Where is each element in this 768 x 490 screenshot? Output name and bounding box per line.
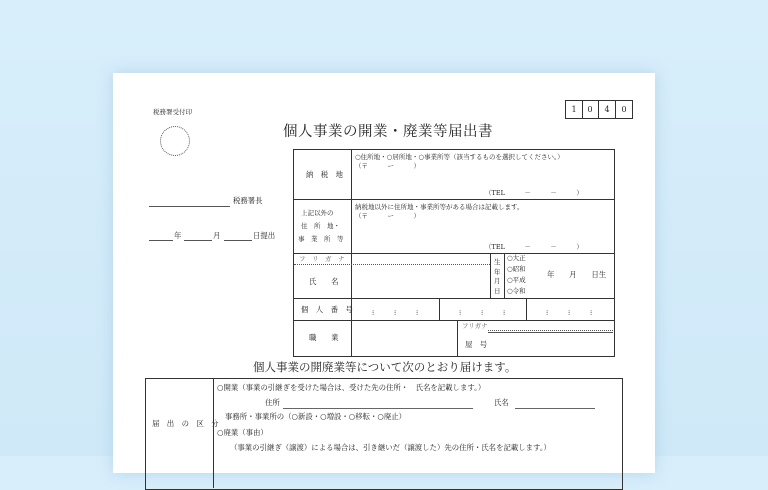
notice-text: 個人事業の開廃業等について次のとおり届けます。 [253,360,517,374]
date-day-blank[interactable] [224,240,252,241]
successor-name-blank[interactable] [515,408,595,409]
form-number-digit: 1 [565,100,583,119]
form-title: 個人事業の開業・廃業等届出書 [283,124,493,140]
era-option-reiwa[interactable]: ○令和 [507,287,526,295]
occupation-label: 職 業 [309,333,339,342]
closure-note: （事業の引継ぎ（譲渡）による場合は、引き継いだ（譲渡した）先の住所・氏名を記載します。） [230,443,551,452]
form-number-digit: 0 [616,100,633,119]
receipt-seal-circle [160,126,190,156]
date-month-blank[interactable] [184,240,212,241]
era-option-heisei[interactable]: ○平成 [507,276,526,284]
closure-option[interactable]: ○廃業（事由） [217,428,268,437]
my-number-label: 個 人 番 号 [301,305,353,314]
other-address-label-1: 上記以外の [301,209,334,217]
office-change-options[interactable]: 事務所・事業所の（○新設・○増設・○移転・○廃止） [225,412,407,421]
tax-place-postal[interactable]: （〒 ー ） [355,162,420,170]
form-number-digit: 0 [582,100,599,119]
tax-office-suffix: 税務署長 [233,196,263,205]
other-address-tel[interactable]: （TEL － － ） [485,243,583,251]
era-option-showa[interactable]: ○昭和 [507,265,526,273]
date-submit-label: 日提出 [253,231,276,240]
date-year-label: 年 [174,231,182,240]
occupation-input[interactable] [353,323,455,353]
date-year-blank[interactable] [149,240,173,241]
date-month-label: 月 [213,231,221,240]
successor-address-label: 住所 [265,398,280,407]
notification-type-label: 届 出 の 区 分 [152,419,219,428]
successor-name-label: 氏名 [494,398,509,407]
furigana-label: フ リ ガ ナ [299,255,345,263]
name-input[interactable] [355,266,487,296]
shop-name-label: 屋 号 [465,340,488,349]
shop-name-furigana-label: フリガナ [462,322,488,330]
other-address-postal[interactable]: （〒 ー ） [355,212,420,220]
birth-ymd-label: 年 月 日生 [547,270,607,279]
tax-place-options[interactable]: ○住所地・○居所地・○事業所等（該当するものを選択してください。） [355,153,564,161]
birth-date-label: 生年月日 [494,258,501,295]
tax-place-tel[interactable]: （TEL － － ） [485,189,583,197]
opening-option[interactable]: ○開業（事業の引継ぎを受けた場合は、受けた先の住所・ 氏名を記載します。） [217,383,486,392]
name-label: 氏 名 [309,277,339,286]
successor-address-blank[interactable] [283,408,473,409]
tax-place-label: 納 税 地 [306,170,343,179]
form-number-digit: 4 [599,100,616,119]
receipt-stamp-label: 税務署受付印 [153,108,192,116]
shop-name-input[interactable] [489,335,611,354]
tax-office-blank[interactable] [149,206,230,207]
other-address-note[interactable]: 納税地以外に住所地・事業所等がある場合は記載します。 [355,203,524,211]
other-address-label-3: 事 業 所 等 [298,235,344,243]
era-option-taisho[interactable]: ○大正 [507,254,526,262]
other-address-label-2: 住 所 地・ [301,222,340,230]
tax-form-sheet: 税務署受付印 1 0 4 0 個人事業の開業・廃業等届出書 税務署長 年 月 日提出 納 税 地 ○住所地・○居所地・○事業所等（該当するものを選択してください。） （〒 ー ） （TEL － － ） 上記以外の 住 所 地・ 事 業 所 等 納税地以外に住所地・事業所等がある場合は記載します。 （〒 ー ） （TEL － － ） フ リ ガ ナ 氏 名 生年月日 ○大正 ○昭和 ○平成 ○令和 年 月 日生 個 人 番 号 ⁝ ⁝ ⁝ ⁝ ⁝ ⁝ ⁝ ⁝ ⁝ 職 業 フリガナ 屋 号 個人事業の開廃業等について次のとおり届けます。 届 出 の 区 分 ○開業（事業の引継ぎを受けた場合は、受けた先の住所・ 氏名を記載します。） 住所 氏名 事務所・事業所の（○新設・○増設・○移転・○廃止） ○廃業（事由） （事業の引継ぎ（譲渡）による場合は、引き継いだ（譲渡した）先の住所・氏名を記載します。） [113,73,655,473]
